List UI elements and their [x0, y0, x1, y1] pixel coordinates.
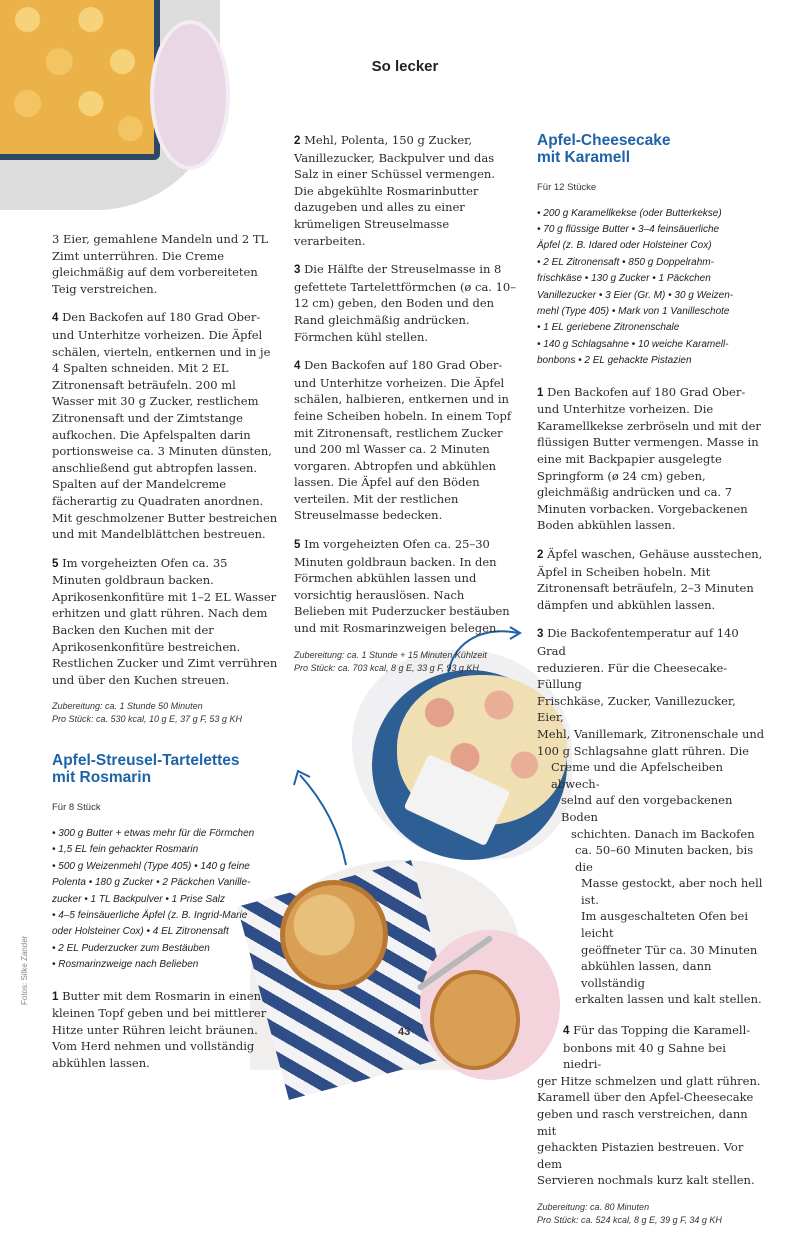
ingredient-line: • 300 g Butter + etwas mehr für die Förmchen	[52, 828, 255, 840]
prep-time: Zubereitung: ca. 80 Minuten	[537, 1201, 650, 1212]
step	[294, 261, 516, 345]
step-line: ca. 50–60 Minuten backen, bis die	[575, 843, 754, 874]
ingredient-line: • 140 g Schlagsahne • 10 weiche Karamell-	[537, 338, 729, 350]
photo-credit: Fotos: Silke Zander	[20, 935, 29, 1005]
ingredient-line: Vanillezucker • 3 Eier (Gr. M) • 30 g Weizen-	[537, 289, 734, 301]
title-line: Apfel-Cheesecake	[537, 132, 671, 149]
step-text: Den Backofen auf 180 Grad Ober- und Unterhitze vorheizen. Die Äpfel schälen, vierteln, entkernen und in je 4 Spalten schneiden. Mit 2 EL Zitronensaft beträufeln. 200 ml Wasser mit 30 g Zucker, restlichem Zitronensaft und der Zimtstange aufkochen. Die Apfelspalten darin portionsweise ca. 3 Minuten dünsten, anschließend gut abtropfen lassen. Spalten auf der Mandelcreme fächerartig zu Quadraten anordnen. Mit geschmolzener Butter bestreichen und mit Mandelblättchen bestreuen.	[52, 310, 278, 542]
servings: Für 12 Stücke	[537, 182, 597, 193]
step	[294, 132, 516, 249]
title-line: Apfel-Streusel-Tartelettes	[52, 752, 240, 770]
step-line: Im ausgeschalteten Ofen bei leicht	[581, 909, 749, 941]
ingredient-line: zucker • 1 TL Backpulver • 1 Prise Salz	[52, 893, 225, 905]
step-line	[537, 625, 765, 659]
ingredient-line: oder Holsteiner Cox) • 4 EL Zitronensaft	[52, 926, 229, 938]
tartelette	[430, 970, 520, 1070]
paragraph: 3 Eier, gemahlene Mandeln und 2 TL Zimt unterrühren. Die Creme gleichmäßig auf dem vorbereiteten Teig verstreichen.	[52, 232, 269, 296]
step	[294, 536, 516, 637]
step-line	[537, 1022, 765, 1040]
tartelette	[280, 880, 388, 990]
ingredient-line: • 500 g Weizenmehl (Type 405) • 140 g feine	[52, 860, 250, 872]
step-text: Den Backofen auf 180 Grad Ober- und Unterhitze vorheizen. Die Karamellkekse zerbröseln und mit der flüssigen Butter vermengen. Masse in eine mit Backpapier ausgelegte Springform (ø 24 cm) geben, gleichmäßig andrücken und ca. 7 Minuten vorbacken. Vorgebackenen Boden abkühlen lassen.	[537, 384, 761, 533]
nutrition-info	[294, 649, 516, 675]
step-text: Im vorgeheizten Ofen ca. 25–30 Minuten goldbraun backen. In den Förmchen abkühlen lassen und vorsichtig herauslösen. Nach Belieben mit Puderzucker bestäuben und mit Rosmarinzweigen belegen.	[294, 537, 510, 636]
ingredient-line: • Rosmarinzweige nach Belieben	[52, 959, 199, 971]
step-text: Butter mit dem Rosmarin in einen kleinen Topf geben und bei mittlerer Hitze unter Rühren leicht bräunen. Vom Herd nehmen und vollständig abkühlen lassen.	[52, 988, 267, 1071]
step-text: Im vorgeheizten Ofen ca. 35 Minuten goldbraun backen. Aprikosenkonfitüre mit 1–2 EL Wasser erhitzen und glatt rühren. Nach dem Backen den Kuchen mit der Aprikosenkonfitüre bestreichen. Restlichen Zucker und Zimt verrühren und über den Kuchen streuen.	[52, 555, 278, 687]
servings: Für 8 Stück	[52, 802, 101, 814]
step-line: abkühlen lassen, dann vollständig	[581, 959, 712, 990]
step-number: 3	[294, 264, 301, 277]
step-line: geben und rasch verstreichen, dann mit	[537, 1107, 748, 1138]
step-text: Für das Topping die Karamell-	[573, 1023, 751, 1038]
ingredient-line: • 4–5 feinsäuerliche Äpfel (z. B. Ingrid-Marie	[52, 910, 248, 922]
step-number: 5	[52, 557, 59, 570]
nutrition-info	[537, 1201, 765, 1227]
nutrition: Pro Stück: ca. 524 kcal, 8 g E, 39 g F, 34 g KH	[537, 1214, 722, 1225]
recipe-title	[52, 752, 280, 786]
ingredient-line: • 1 EL geriebene Zitronenschale	[537, 322, 680, 334]
ingredient-line: • 70 g flüssige Butter • 3–4 feinsäuerliche	[537, 224, 720, 235]
step-text: Äpfel waschen, Gehäuse ausstechen, Äpfel in Scheiben hobeln. Mit Zitronensaft beträufeln, 2–3 Minuten dämpfen und abkühlen lassen.	[537, 547, 763, 612]
plate	[150, 20, 230, 170]
step-line: Servieren nochmals kurz kalt stellen.	[537, 1173, 755, 1188]
column-left	[52, 231, 280, 1084]
step-line: Masse gestockt, aber noch hell ist.	[581, 876, 763, 907]
step-number: 5	[294, 539, 301, 552]
step-line: Mehl, Vanillemark, Zitronenschale und	[537, 726, 765, 741]
photo-tartelettes	[250, 860, 520, 1070]
step	[537, 384, 765, 534]
step-line: ger Hitze schmelzen und glatt rühren.	[537, 1073, 761, 1088]
step	[52, 309, 280, 542]
step-number: 4	[294, 360, 301, 373]
page-title: So lecker	[371, 58, 439, 75]
step-number: 1	[537, 386, 544, 399]
ingredient-line: Polenta • 180 g Zucker • 2 Päckchen Vanille-	[52, 877, 251, 889]
step-line: Karamell über den Apfel-Cheesecake	[537, 1090, 754, 1105]
ingredient-line: • 2 EL Puderzucker zum Bestäuben	[52, 942, 210, 954]
step-number: 4	[52, 312, 59, 325]
recipe-title	[537, 132, 765, 166]
step-line: Frischkäse, Zucker, Vanillezucker, Eier,	[537, 693, 736, 725]
ingredient-line: mehl (Type 405) • Mark von 1 Vanilleschote	[537, 306, 730, 318]
step	[537, 625, 765, 1008]
step-line: bonbons mit 40 g Sahne bei niedri-	[563, 1040, 726, 1072]
step-line: selnd auf den vorgebackenen Boden	[561, 793, 733, 824]
column-middle	[294, 132, 516, 701]
page-number: 43	[398, 1026, 411, 1038]
step	[52, 555, 280, 689]
step	[52, 988, 280, 1072]
step	[294, 357, 516, 524]
ingredient-line: • 1,5 EL fein gehackter Rosmarin	[52, 844, 199, 856]
step-number: 1	[52, 990, 59, 1003]
step-line: gehackten Pistazien bestreuen. Vor dem	[537, 1140, 744, 1171]
ingredient-line: frischkäse • 130 g Zucker • 1 Päckchen	[537, 273, 711, 285]
column-right	[537, 132, 765, 1253]
ingredient-list	[537, 206, 765, 370]
step-number: 2	[537, 549, 544, 561]
step-text: Die Hälfte der Streuselmasse in 8 gefettete Tartelettförmchen (ø ca. 10–12 cm) geben, den Boden und den Rand gleichmäßig andrücken. Förmchen kühl stellen.	[294, 262, 516, 344]
ingredient-list	[52, 826, 280, 974]
prep-time: Zubereitung: ca. 1 Stunde 50 Minuten	[52, 701, 203, 712]
step-text: Mehl, Polenta, 150 g Zucker, Vanillezucker, Backpulver und das Salz in einer Schüssel vermengen. Die abgekühlte Rosmarinbutter dazugeben und alles zu einer krümeligen Streuselmasse verarbeiten.	[294, 133, 495, 248]
step-line: Creme und die Apfelscheiben abwech-	[551, 760, 724, 791]
ingredient-line: • 2 EL Zitronensaft • 850 g Doppelrahm-	[537, 256, 714, 268]
step-line: schichten. Danach im Backofen	[571, 826, 755, 841]
step-text: Die Backofentemperatur auf 140 Grad	[537, 626, 739, 658]
step-line: reduzieren. Für die Cheesecake-Füllung	[537, 660, 728, 692]
step-line: erkalten lassen und kalt stellen.	[575, 992, 762, 1007]
step-text: Den Backofen auf 180 Grad Ober- und Unterhitze vorheizen. Die Äpfel schälen, halbieren, entkernen und in feine Scheiben hobeln. In einem Topf mit Zitronensaft, restlichem Zucker und 200 ml Wasser ca. 2 Minuten vorgaren. Abtropfen und abkühlen lassen. Die Äpfel auf den Böden verteilen. Mit der restlichen Streuselmasse bedecken.	[294, 358, 512, 523]
nutrition: Pro Stück: ca. 703 kcal, 8 g E, 33 g F, 93 g KH	[294, 662, 479, 673]
step-number: 3	[537, 628, 544, 641]
prep-time: Zubereitung: ca. 1 Stunde + 15 Minuten Kühlzeit	[294, 649, 487, 660]
step-line: geöffneter Tür ca. 30 Minuten	[581, 942, 758, 957]
ingredient-line: • 200 g Karamellkekse (oder Butterkekse)	[537, 207, 722, 219]
title-line: mit Rosmarin	[52, 769, 152, 787]
nutrition: Pro Stück: ca. 530 kcal, 10 g E, 37 g F, 53 g KH	[52, 714, 242, 725]
photo-apple-sheet-cake	[0, 0, 220, 210]
ingredient-line: bonbons • 2 EL gehackte Pistazien	[537, 355, 692, 367]
ingredient-line: Äpfel (z. B. Idared oder Holsteiner Cox)	[537, 240, 712, 252]
step	[537, 546, 765, 613]
baking-tray	[0, 0, 160, 160]
step	[537, 1022, 765, 1189]
title-line: mit Karamell	[537, 149, 631, 166]
step-number: 4	[563, 1025, 570, 1038]
nutrition-info	[52, 700, 280, 726]
step-number: 2	[294, 135, 301, 147]
curved-arrow-icon	[288, 765, 358, 875]
step-line: 100 g Schlagsahne glatt rühren. Die	[537, 743, 750, 758]
